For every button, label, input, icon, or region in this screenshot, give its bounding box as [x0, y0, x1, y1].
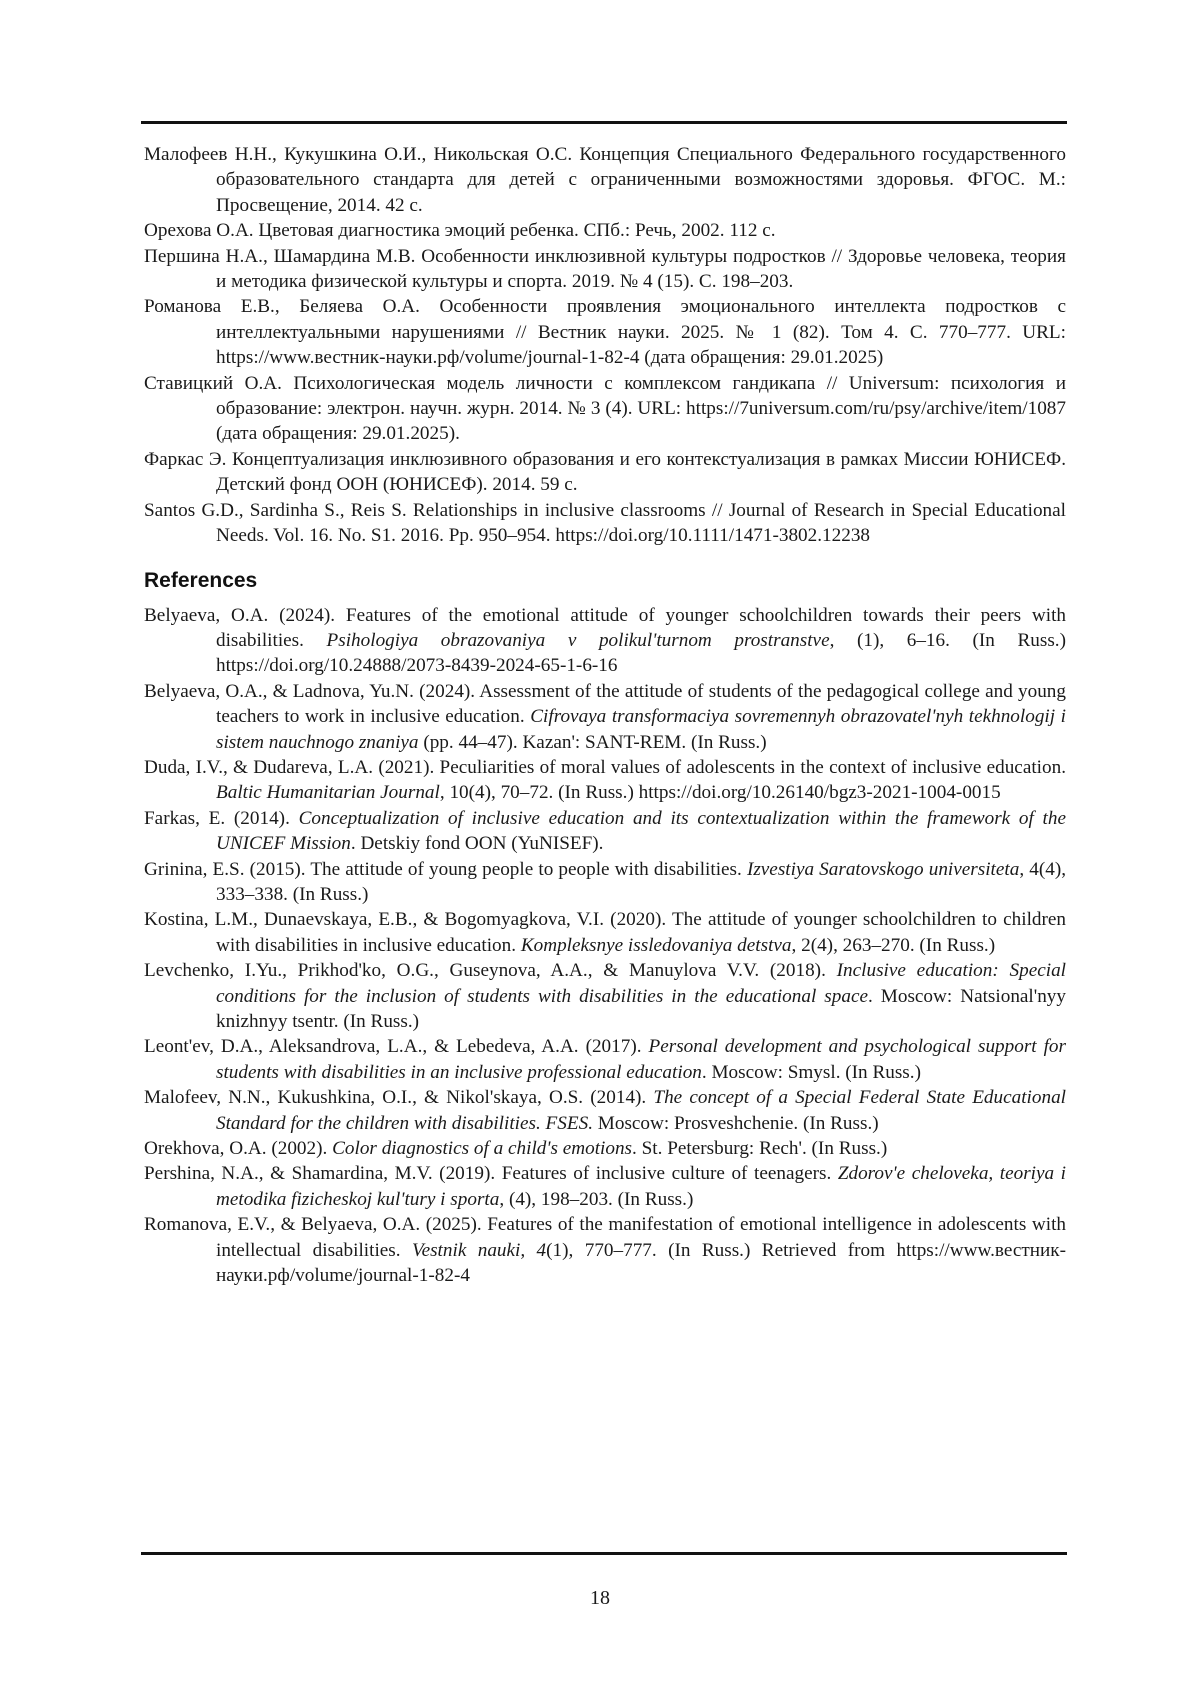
ref-title: Conceptualization of inclusive education and its contextualization within the framework of the UNICEF Mission [216, 808, 1066, 854]
ref-text: Leont'ev, D.A., Aleksandrova, L.A., & Lebedeva, A.A. (2017). [144, 1036, 649, 1057]
english-reference-list [144, 603, 1066, 1289]
reference-entry: Фаркас Э. Концептуализация инклюзивного образования и его контекстуализация в рамках Миссии ЮНИСЕФ. Детский фонд ООН (ЮНИСЕФ). 2014. 59 с. [144, 447, 1066, 498]
russian-reference-list [144, 142, 1066, 549]
reference-entry: Малофеев Н.Н., Кукушкина О.И., Никольская О.С. Концепция Специального Федерального государственного образовательного стандарта для детей с ограниченными возможностями здоровья. ФГОС. М.: Просвещение, 2014. 42 с. [144, 142, 1066, 218]
references-heading: References [144, 568, 1066, 594]
reference-entry: Ставицкий О.А. Психологическая модель личности с комплексом гандикапа // Universum: психология и образование: электрон. научн. журн. 2014. № 3 (4). URL: https://7universum.com/ru/psy/archive/item/1087 (дата обращения: 29.01.2025). [144, 371, 1066, 447]
page-number: 18 [0, 1586, 1200, 1610]
ref-text: (pp. 44–47). Kazan': SANT-REM. (In Russ.) [419, 732, 767, 753]
reference-entry [144, 679, 1066, 755]
ref-text: , 4(4), 333–338. (In Russ.) [216, 859, 1066, 905]
ref-text: Romanova, E.V., & Belyaeva, O.A. (2025). Features of the manifestation of emotional intelligence in adolescents with intellectual disabilities. [144, 1214, 1066, 1260]
ref-title: Izvestiya Saratovskogo universiteta [747, 859, 1019, 880]
reference-entry [144, 603, 1066, 679]
ref-title: Inclusive education: Special conditions for the inclusion of students with disabilities in the educational space [216, 960, 1066, 1006]
ref-text: Moscow: Prosveshchenie. (In Russ.) [593, 1113, 879, 1134]
ref-text: Duda, I.V., & Dudareva, L.A. (2021). Peculiarities of moral values of adolescents in the context of inclusive education. [144, 757, 1066, 778]
ref-text: . Moscow: Natsional'nyy knizhnyy tsentr. (In Russ.) [216, 986, 1066, 1032]
ref-text: Levchenko, I.Yu., Prikhod'ko, O.G., Guseynova, A.A., & Manuylova V.V. (2018). [144, 960, 837, 981]
ref-text: , (1), 6–16. (In Russ.) https://doi.org/10.24888/2073-8439-2024-65-1-6-16 [216, 630, 1066, 676]
reference-entry [144, 1212, 1066, 1288]
reference-entry [144, 1136, 1066, 1161]
reference-entry [144, 1085, 1066, 1136]
ref-title: Kompleksnye issledovaniya detstva [521, 935, 792, 956]
reference-entry: Santos G.D., Sardinha S., Reis S. Relationships in inclusive classrooms // Journal of Research in Special Educational Needs. Vol. 16. No. S1. 2016. Pp. 950–954. https://doi.org/10.1111/1471-3802.12238 [144, 498, 1066, 549]
ref-text: Pershina, N.A., & Shamardina, M.V. (2019). Features of inclusive culture of teenagers. [144, 1163, 838, 1184]
ref-title: Zdorov'e cheloveka, teoriya i metodika fizicheskoj kul'tury i sporta [216, 1163, 1066, 1209]
ref-text: Grinina, E.S. (2015). The attitude of young people to people with disabilities. [144, 859, 747, 880]
ref-title: Vestnik nauki, 4 [412, 1240, 546, 1261]
ref-text: (1), 770–777. (In Russ.) Retrieved from https://www.вестник-науки.рф/volume/journal-1-82-4 [216, 1240, 1066, 1286]
top-rule [141, 121, 1067, 124]
reference-entry [144, 1161, 1066, 1212]
reference-entry [144, 907, 1066, 958]
reference-entry: Орехова О.А. Цветовая диагностика эмоций ребенка. СПб.: Речь, 2002. 112 с. [144, 218, 1066, 243]
reference-entry [144, 755, 1066, 806]
ref-text: , 10(4), 70–72. (In Russ.) https://doi.org/10.26140/bgz3-2021-1004-0015 [440, 782, 1001, 803]
reference-entry: Романова Е.В., Беляева О.А. Особенности проявления эмоционального интеллекта подростков с интеллектуальными нарушениями // Вестник науки. 2025. № 1 (82). Том 4. С. 770–777. URL: https://www.вестник-науки.рф/volume/journal-1-82-4 (дата обращения: 29.01.2025) [144, 294, 1066, 370]
page-content [144, 142, 1066, 1288]
ref-text: , (4), 198–203. (In Russ.) [499, 1189, 693, 1210]
ref-title: Personal development and psychological support for students with disabilities in an inclusive professional education [216, 1036, 1066, 1082]
ref-title: Psihologiya obrazovaniya v polikul'turnom prostranstve [327, 630, 830, 651]
ref-text: Malofeev, N.N., Kukushkina, O.I., & Nikol'skaya, O.S. (2014). [144, 1087, 653, 1108]
ref-text: . Moscow: Smysl. (In Russ.) [702, 1062, 921, 1083]
reference-entry [144, 1034, 1066, 1085]
ref-text: Farkas, E. (2014). [144, 808, 299, 829]
bottom-rule [141, 1552, 1067, 1555]
ref-text: Kostina, L.M., Dunaevskaya, E.B., & Bogomyagkova, V.I. (2020). The attitude of younger schoolchildren to children with disabilities in inclusive education. [144, 909, 1066, 955]
ref-title: Cifrovaya transformaciya sovremennyh obrazovatel'nyh tekhnologij i sistem nauchnogo znaniya [216, 706, 1066, 752]
reference-entry [144, 806, 1066, 857]
reference-entry: Першина Н.А., Шамардина М.В. Особенности инклюзивной культуры подростков // Здоровье человека, теория и методика физической культуры и спорта. 2019. № 4 (15). С. 198–203. [144, 244, 1066, 295]
reference-entry [144, 857, 1066, 908]
ref-text: Orekhova, O.A. (2002). [144, 1138, 332, 1159]
ref-text: . St. Petersburg: Rech'. (In Russ.) [632, 1138, 887, 1159]
ref-text: , 2(4), 263–270. (In Russ.) [792, 935, 996, 956]
ref-text: Belyaeva, O.A., & Ladnova, Yu.N. (2024). Assessment of the attitude of students of the pedagogical college and young teachers to work in inclusive education. [144, 681, 1066, 727]
reference-entry [144, 958, 1066, 1034]
ref-text: . Detskiy fond OON (YuNISEF). [351, 833, 604, 854]
ref-text: Belyaeva, O.A. (2024). Features of the emotional attitude of younger schoolchildren towards their peers with disabilities. [144, 605, 1066, 651]
ref-title: Baltic Humanitarian Journal [216, 782, 440, 803]
ref-title: Color diagnostics of a child's emotions [332, 1138, 632, 1159]
ref-title: The concept of a Special Federal State Educational Standard for the children with disabilities. FSES. [216, 1087, 1066, 1133]
